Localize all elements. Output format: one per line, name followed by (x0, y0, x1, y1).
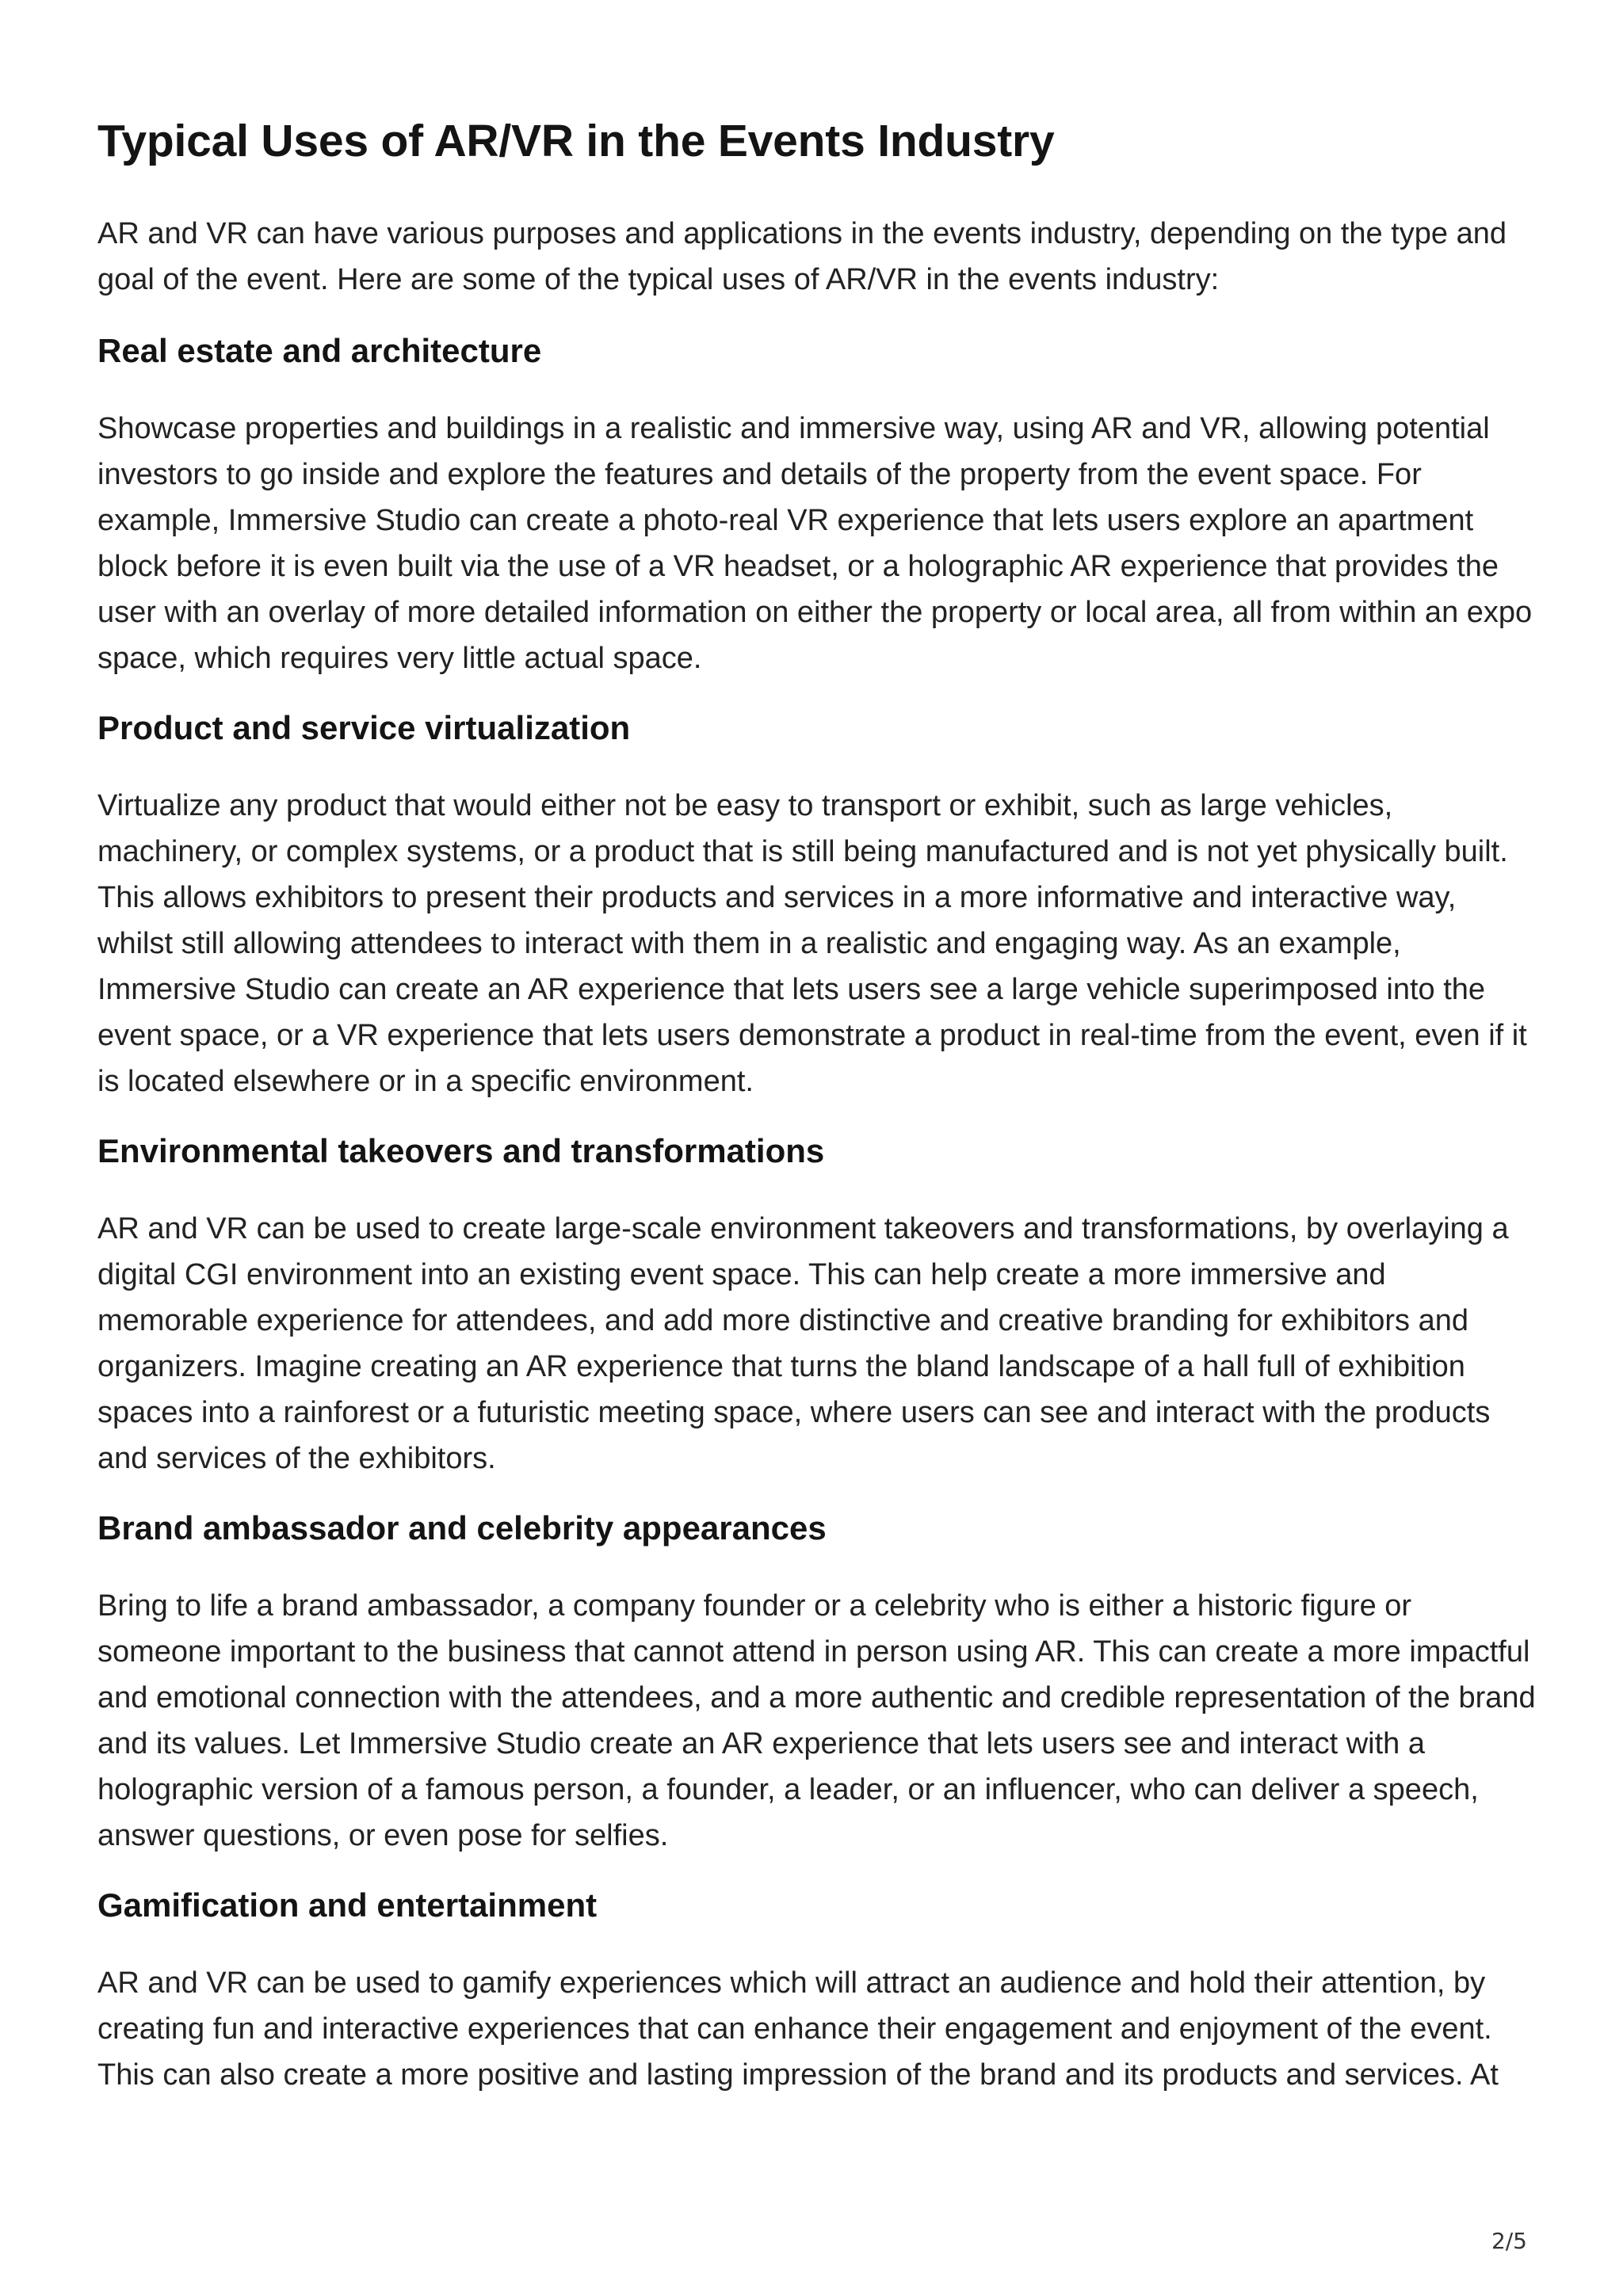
section-heading: Real estate and architecture (97, 332, 542, 369)
section-heading: Product and service virtualization (97, 709, 631, 746)
section-body: Virtualize any product that would either not be easy to transport or exhibit, such as large vehicles, machinery, or complex systems, or a product that is still being manufactured and is not yet physically built. This allows exhibitors to present their products and services in a more informative and interactive way, whilst still allowing attendees to interact with them in a realistic and engaging way. As an example, Immersive Studio can create an AR experience that lets users see a large vehicle superimposed into the event space, or a VR experience that lets users demonstrate a product in real-time from the event, even if it is located elsewhere or in a specific environment. (97, 789, 1527, 1098)
section-heading: Environmental takeovers and transformations (97, 1132, 825, 1169)
section-product-virtualization (97, 705, 1539, 1104)
section-body: AR and VR can be used to gamify experiences which will attract an audience and hold their attention, by creating fun and interactive experiences that can enhance their engagement and enjoyment of the event. This can also create a more positive and lasting impression of the brand and its products and services. At (97, 1966, 1499, 2092)
section-body: Showcase properties and buildings in a realistic and immersive way, using AR and VR, allowing potential investors to go inside and explore the features and details of the property from the event space. For example, Immersive Studio can create a photo-real VR experience that lets users explore an apartment block before it is even built via the use of a VR headset, or a holographic AR experience that provides the user with an overlay of more detailed information on either the property or local area, all from within an expo space, which requires very little actual space. (97, 412, 1533, 675)
section-brand-ambassador (97, 1505, 1539, 1859)
page-title: Typical Uses of AR/VR in the Events Industry (97, 116, 1055, 166)
section-environmental-takeovers (97, 1128, 1539, 1482)
section-heading: Gamification and entertainment (97, 1886, 598, 1924)
section-gamification (97, 1882, 1539, 2098)
page-number: 2/5 (1491, 2228, 1527, 2254)
section-body: AR and VR can be used to create large-scale environment takeovers and transformations, by overlaying a digital CGI environment into an existing event space. This can help create a more immersive and memorable experience for attendees, and add more distinctive and creative branding for exhibitors and organizers. Imagine creating an AR experience that turns the bland landscape of a hall full of exhibition spaces into a rainforest or a futuristic meeting space, where users can see and interact with the products and services of the exhibitors. (97, 1212, 1509, 1475)
section-heading: Brand ambassador and celebrity appearances (97, 1509, 827, 1547)
intro-paragraph: AR and VR can have various purposes and applications in the events industry, depending on the type and goal of the event. Here are some of the typical uses of AR/VR in the events industry: (97, 217, 1507, 296)
section-real-estate (97, 328, 1539, 681)
section-body: Bring to life a brand ambassador, a company founder or a celebrity who is either a historic figure or someone important to the business that cannot attend in person using AR. This can create a more impactful and emotional connection with the attendees, and a more authentic and credible representation of the brand and its values. Let Immersive Studio create an AR experience that lets users see and interact with a holographic version of a famous person, a founder, a leader, or an influencer, who can deliver a speech, answer questions, or even pose for selfies. (97, 1589, 1536, 1852)
